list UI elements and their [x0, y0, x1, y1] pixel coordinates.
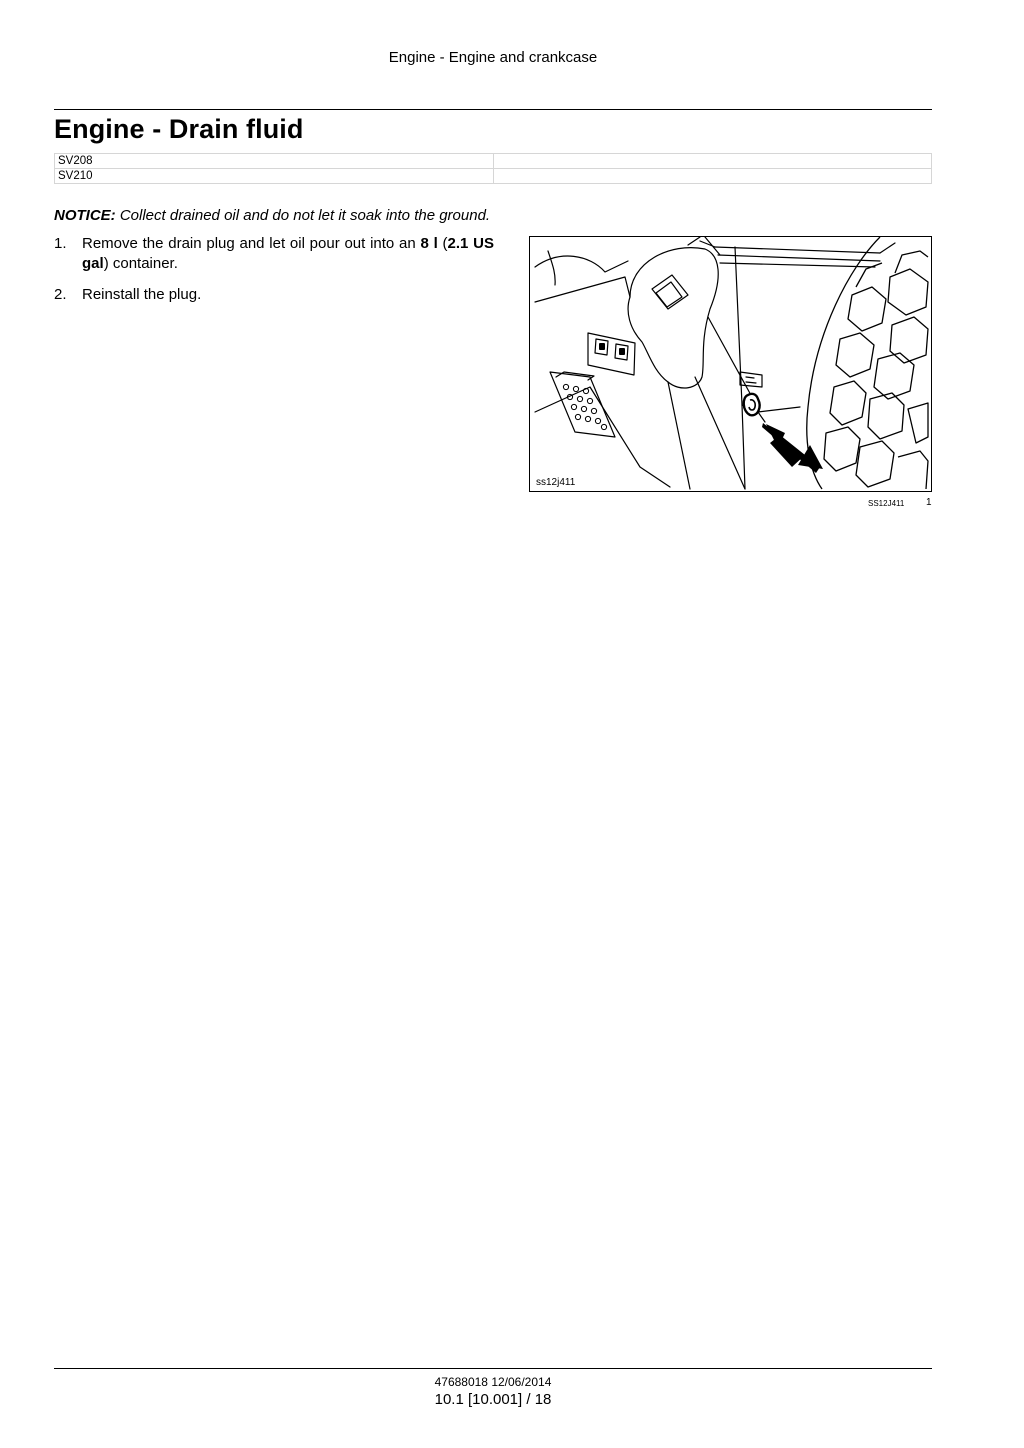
figure-inner-id: ss12j411 — [536, 477, 576, 488]
step-2 — [54, 285, 494, 305]
header-rule — [54, 109, 932, 110]
figure-caption: SS12J411 — [868, 499, 905, 508]
notice-label: NOTICE: — [54, 207, 116, 224]
model-applicability-table — [54, 153, 932, 184]
step-text: ( — [437, 235, 448, 252]
quantity-metric: 8 l — [420, 235, 438, 252]
table-row — [55, 154, 932, 169]
footer-doc-ref: 47688018 12/06/2014 — [434, 1375, 552, 1389]
model-value-cell — [494, 154, 932, 169]
step-number: 2. — [54, 286, 67, 303]
model-value-cell — [494, 169, 932, 184]
section-title: Engine - Drain fluid — [54, 114, 304, 144]
model-cell: SV208 — [55, 154, 494, 169]
footer-rule — [54, 1368, 932, 1369]
table-row — [55, 169, 932, 184]
drain-plug-illustration — [529, 236, 932, 492]
figure-number: 1 — [926, 497, 932, 508]
step-text: Reinstall the plug. — [82, 286, 202, 303]
model-cell: SV210 — [55, 169, 494, 184]
step-1 — [54, 234, 494, 274]
step-number: 1. — [54, 235, 67, 252]
notice — [54, 207, 490, 224]
notice-text: Collect drained oil and do not let it soak into the ground. — [119, 207, 491, 224]
engine-line-drawing — [530, 237, 931, 491]
procedure-steps — [54, 234, 494, 316]
step-text: ) container. — [103, 255, 178, 272]
quantity-us: 2.1 US gal — [82, 235, 494, 272]
footer-page-ref: 10.1 [10.001] / 18 — [434, 1391, 552, 1408]
step-text: Remove the drain plug and let oil pour out into an — [82, 235, 421, 252]
running-header: Engine - Engine and crankcase — [388, 49, 598, 66]
